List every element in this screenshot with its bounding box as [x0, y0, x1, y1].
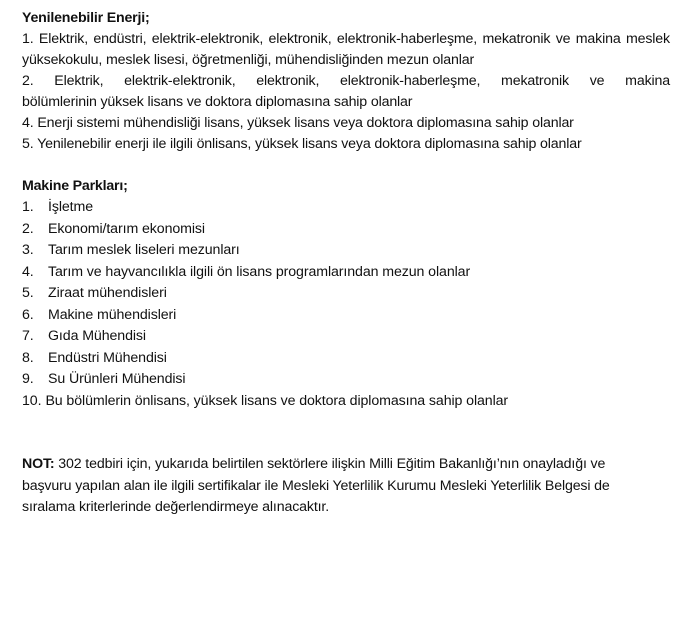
renewable-item-4: 4. Enerji sistemi mühendisliği lisans, yüksek lisans veya doktora diplomasına sahip olanlar	[22, 115, 574, 131]
list-number: 2.	[22, 220, 34, 237]
list-item	[22, 369, 670, 391]
note-line-3: sıralama kriterlerinde değerlendirmeye alınacaktır.	[22, 499, 329, 515]
list-number: 1.	[22, 199, 34, 215]
list-text: İşletme	[48, 199, 94, 215]
machinery-list	[22, 197, 670, 412]
list-item	[22, 262, 670, 284]
list-text: Ziraat mühendisleri	[48, 285, 167, 301]
list-text: Su Ürünleri Mühendisi	[48, 371, 186, 387]
section-spacer	[22, 412, 670, 433]
section-spacer	[22, 155, 670, 176]
list-text: Gıda Mühendisi	[48, 328, 146, 344]
list-text: Makine mühendisleri	[48, 306, 177, 323]
note-text-1: 302 tedbiri için, yukarıda belirtilen sektörlere ilişkin Milli Eğitim Bakanlığı’nın onayladığı ve	[58, 456, 606, 472]
machinery-parks-heading: Makine Parkları;	[22, 178, 128, 194]
renewable-item-5: 5. Yenilenebilir enerji ile ilgili önlisans, yüksek lisans veya doktora diplomasına sahip olanlar	[22, 136, 582, 152]
list-item	[22, 326, 670, 348]
section-spacer	[22, 433, 670, 454]
list-number: 9.	[22, 371, 34, 387]
list-text: Ekonomi/tarım ekonomisi	[48, 220, 205, 237]
list-item	[22, 305, 670, 327]
list-item	[22, 391, 670, 413]
list-text: Tarım meslek liseleri mezunları	[48, 242, 240, 258]
list-item	[22, 283, 670, 305]
renewable-item-2-line-2: bölümlerinin yüksek lisans ve doktora diplomasına sahip olanlar	[22, 94, 413, 110]
list-number: 4.	[22, 263, 34, 280]
list-item	[22, 219, 670, 241]
list-item	[22, 348, 670, 370]
note-label: NOT:	[22, 456, 55, 472]
list-number: 3.	[22, 242, 34, 258]
list-number: 5.	[22, 285, 34, 301]
document-page	[22, 8, 670, 519]
list-number: 8.	[22, 349, 34, 366]
list-text: Endüstri Mühendisi	[48, 349, 167, 366]
list-text: Bu bölümlerin önlisans, yüksek lisans ve doktora diplomasına sahip olanlar	[45, 392, 509, 409]
note-line-2: başvuru yapılan alan ile ilgili sertifikalar ile Mesleki Yeterlilik Kurumu Mesleki Yeterlilik Belgesi de	[22, 477, 610, 494]
renewable-item-1: 1. Elektrik, endüstri, elektrik-elektronik, elektronik, elektronik-haberleşme, mekatronik ve makina meslek yüksekokulu, meslek lisesi, öğretmenliği, mühendisliğinden mezun olanlar	[22, 31, 670, 68]
renewable-item-2-line-1: 2. Elektrik, elektrik-elektronik, elektronik, elektronik-haberleşme, mekatronik ve makina	[22, 73, 670, 89]
renewable-energy-heading: Yenilenebilir Enerji;	[22, 10, 150, 26]
note-paragraph	[22, 454, 670, 519]
list-number: 10.	[22, 392, 42, 409]
list-text: Tarım ve hayvancılıkla ilgili ön lisans programlarından mezun olanlar	[48, 263, 471, 280]
note-line-1	[22, 454, 670, 476]
list-item	[22, 197, 670, 219]
renewable-item-2	[22, 71, 670, 113]
list-number: 6.	[22, 306, 34, 323]
list-number: 7.	[22, 328, 34, 344]
list-item	[22, 240, 670, 262]
